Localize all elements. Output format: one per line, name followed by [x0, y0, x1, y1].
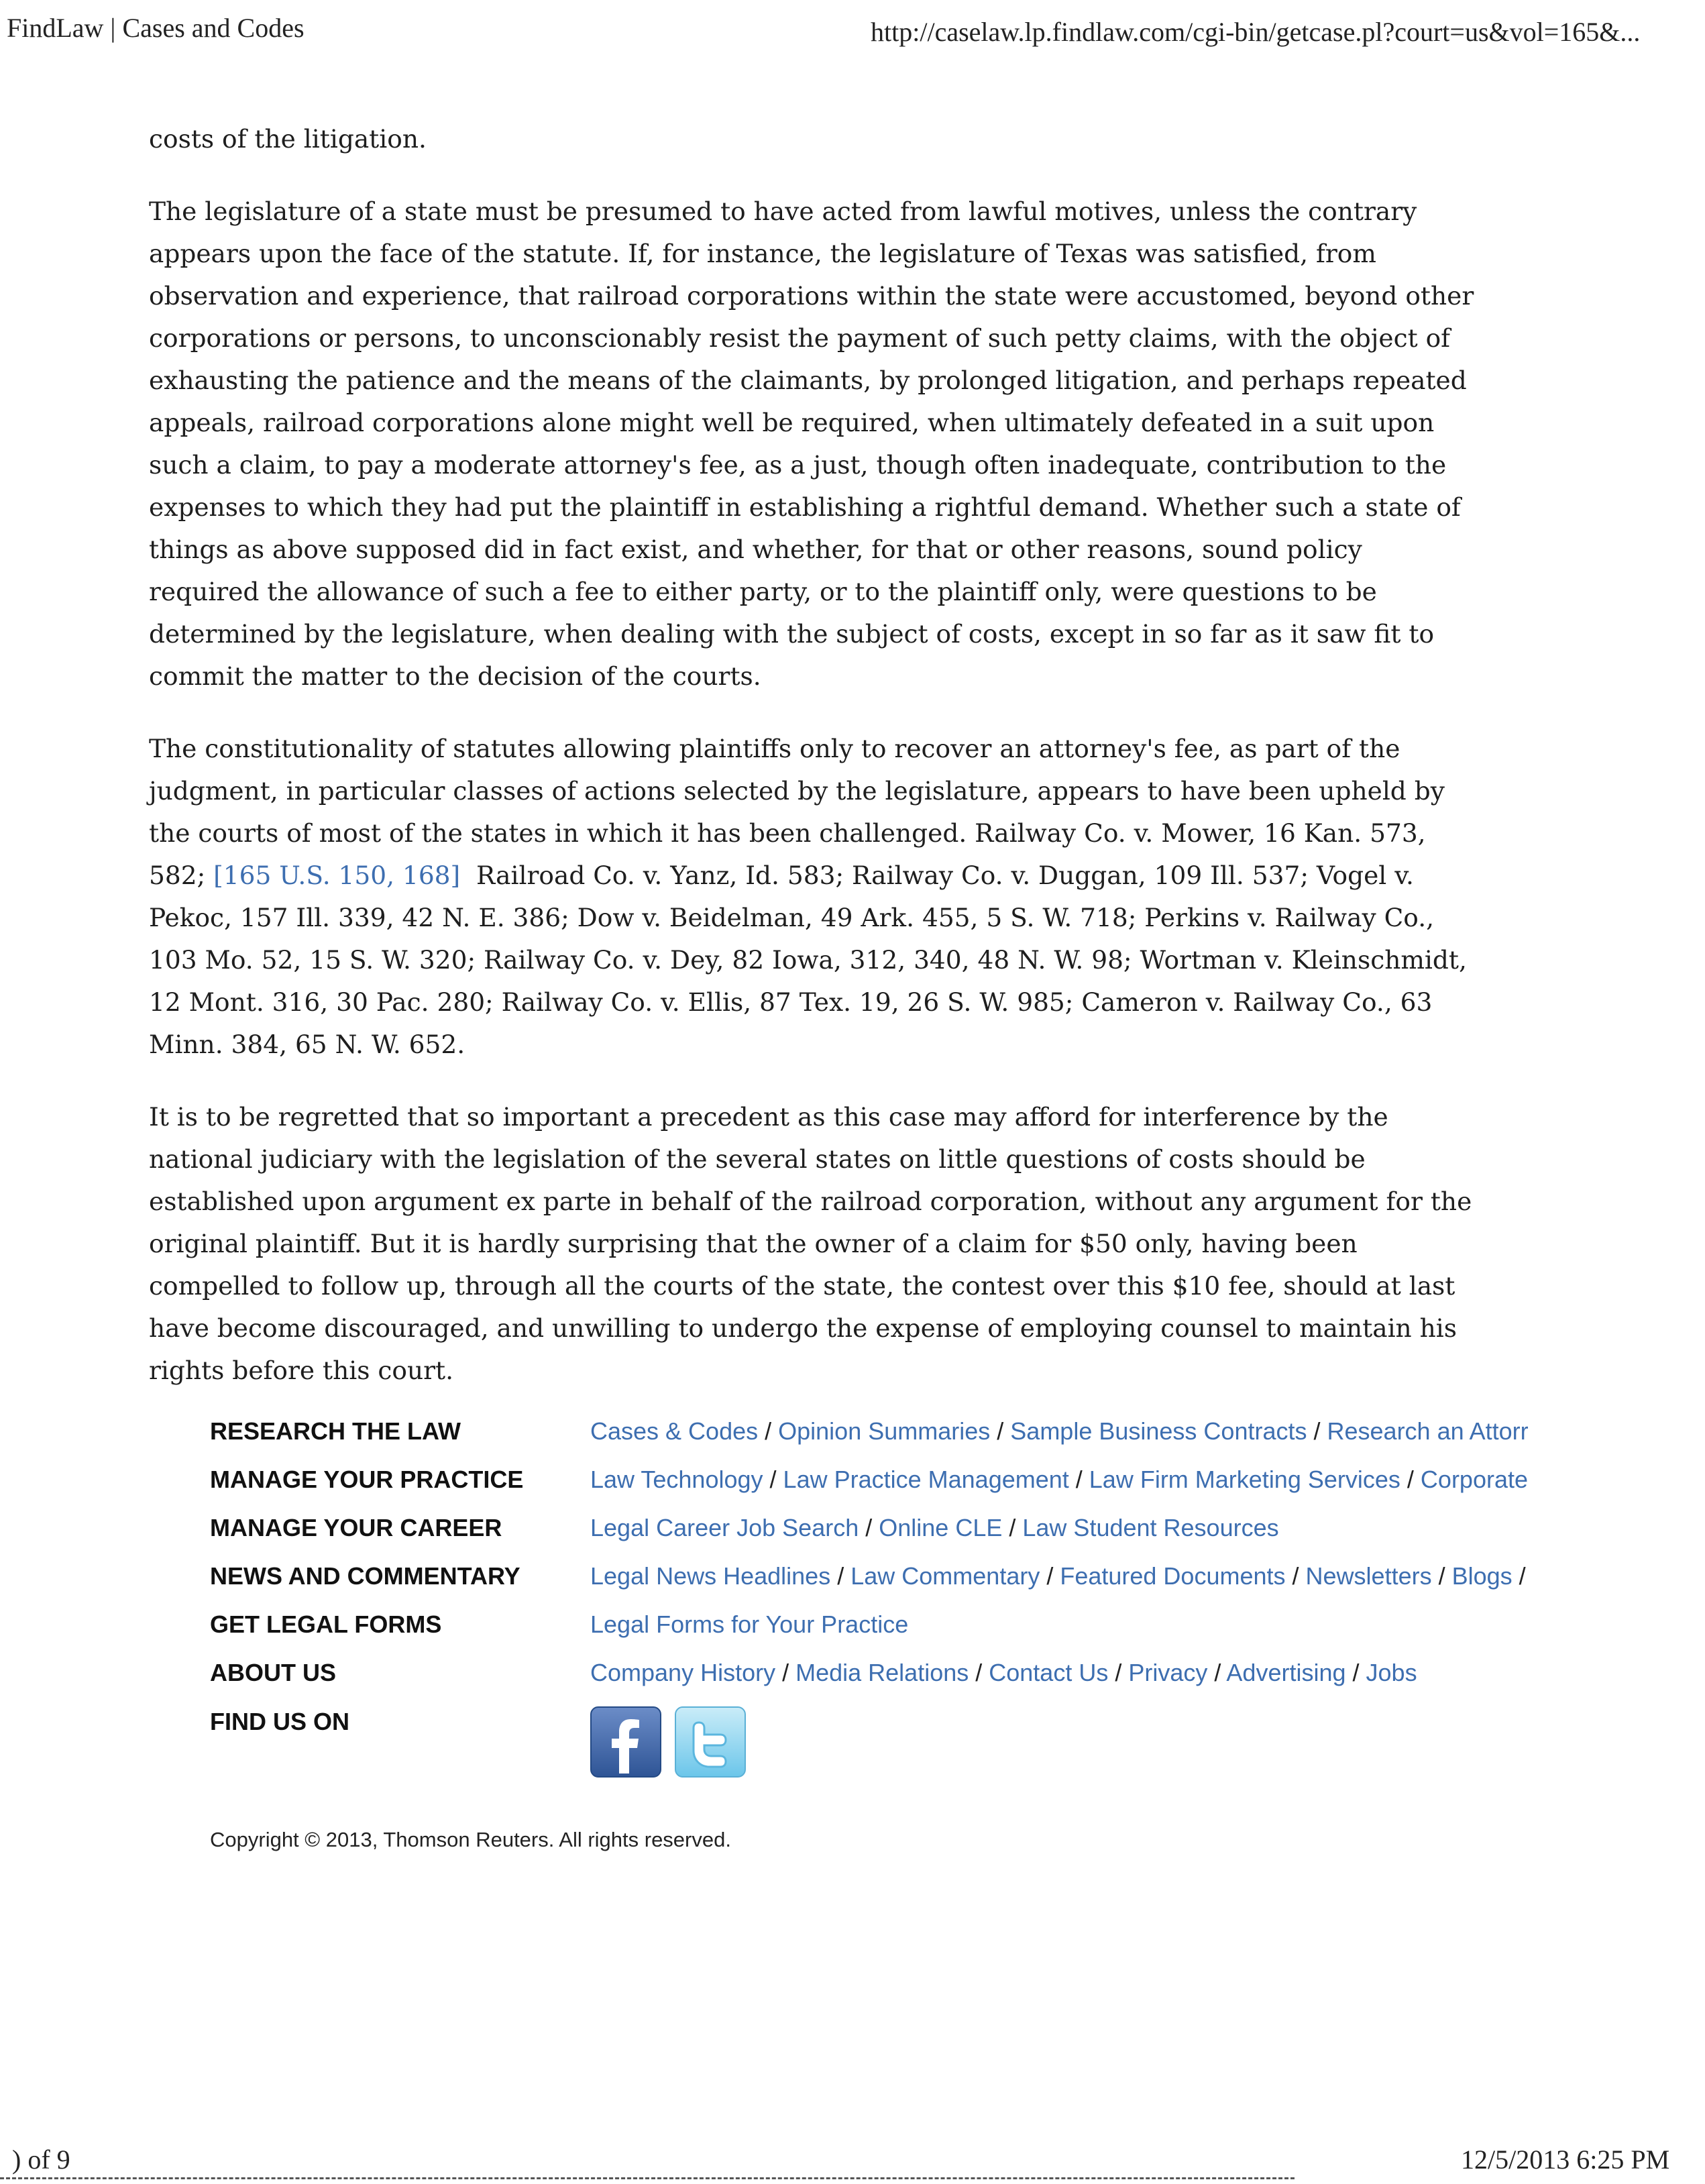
footer-category: MANAGE YOUR CAREER	[210, 1514, 502, 1541]
footer-category: GET LEGAL FORMS	[210, 1610, 442, 1638]
footer-link[interactable]: Law Student Resources	[1022, 1514, 1279, 1541]
copyright-notice: Copyright © 2013, Thomson Reuters. All rights reserved.	[210, 1828, 731, 1851]
footer-category: NEWS AND COMMENTARY	[210, 1562, 520, 1590]
link-separator: /	[1512, 1562, 1526, 1590]
footer-links	[590, 1610, 1492, 1639]
link-separator: /	[1431, 1562, 1452, 1590]
scan-edge-line	[0, 2177, 1295, 2179]
footer-row	[210, 1504, 1705, 1552]
find-us-row	[210, 1697, 1705, 1782]
site-title: FindLaw | Cases and Codes	[7, 13, 305, 43]
footer-link[interactable]: Legal News Headlines	[590, 1562, 831, 1590]
link-separator: /	[990, 1417, 1011, 1445]
social-icons	[590, 1706, 746, 1778]
page-citation-link[interactable]: [165 U.S. 150, 168]	[213, 861, 461, 890]
link-separator: /	[859, 1514, 879, 1541]
footer-link[interactable]: Law Commentary	[850, 1562, 1040, 1590]
footer-links	[590, 1466, 1529, 1494]
footer-link[interactable]: Research an Attorr	[1327, 1417, 1529, 1445]
footer-link[interactable]: Newsletters	[1305, 1562, 1432, 1590]
link-separator: /	[763, 1466, 783, 1493]
footer-link[interactable]: Law Firm Marketing Services	[1089, 1466, 1400, 1493]
footer-link[interactable]: Online CLE	[879, 1514, 1003, 1541]
link-separator: /	[1307, 1417, 1327, 1445]
footer-link[interactable]: Legal Career Job Search	[590, 1514, 859, 1541]
print-datetime: 12/5/2013 6:25 PM	[1461, 2144, 1670, 2175]
footer-link[interactable]: Jobs	[1366, 1659, 1417, 1686]
footer-link[interactable]: Featured Documents	[1060, 1562, 1286, 1590]
link-separator: /	[775, 1659, 796, 1686]
footer-links	[590, 1514, 1492, 1542]
footer-row	[210, 1407, 1705, 1456]
case-text	[149, 118, 1477, 1422]
footer-link[interactable]: Privacy	[1128, 1659, 1208, 1686]
footer-row	[210, 1600, 1705, 1649]
link-separator: /	[1400, 1466, 1421, 1493]
footer-links	[590, 1417, 1529, 1445]
page-number: ) of 9	[12, 2144, 70, 2175]
footer-links	[590, 1562, 1526, 1590]
link-separator: /	[969, 1659, 989, 1686]
footer-link[interactable]: Sample Business Contracts	[1010, 1417, 1307, 1445]
site-footer	[210, 1407, 1705, 1782]
link-separator: /	[1108, 1659, 1129, 1686]
footer-link-rows	[210, 1407, 1705, 1697]
footer-link[interactable]: Legal Forms for Your Practice	[590, 1610, 909, 1638]
footer-category: RESEARCH THE LAW	[210, 1417, 461, 1445]
footer-link[interactable]: Media Relations	[795, 1659, 969, 1686]
footer-link[interactable]: Cases & Codes	[590, 1417, 759, 1445]
footer-link[interactable]: Corporate	[1420, 1466, 1529, 1493]
paragraph-3-text-a: The constitutionality of statutes allowing plaintiffs only to recover an attorney's fee, as part of the judgment, in particular classes of actions selected by the legislature, appears to have been upheld by the courts of most of the states in which it has been challenged. Railway Co. v. Mower, 16 Kan. 573, 582;	[149, 734, 1445, 890]
page-url: http://caselaw.lp.findlaw.com/cgi-bin/getcase.pl?court=us&vol=165&...	[871, 17, 1641, 47]
footer-link[interactable]: Company History	[590, 1659, 776, 1686]
link-separator: /	[758, 1417, 779, 1445]
footer-link[interactable]: Law Practice Management	[783, 1466, 1069, 1493]
footer-row	[210, 1552, 1705, 1600]
footer-category: MANAGE YOUR PRACTICE	[210, 1466, 524, 1493]
link-separator: /	[1285, 1562, 1306, 1590]
footer-link[interactable]: Law Technology	[590, 1466, 763, 1493]
footer-link[interactable]: Advertising	[1226, 1659, 1346, 1686]
footer-row	[210, 1456, 1705, 1504]
footer-category: ABOUT US	[210, 1659, 336, 1686]
paragraph-3	[149, 728, 1477, 1066]
link-separator: /	[1040, 1562, 1060, 1590]
footer-link[interactable]: Blogs	[1451, 1562, 1512, 1590]
find-us-label: FIND US ON	[210, 1708, 350, 1735]
footer-row	[210, 1649, 1705, 1697]
footer-link[interactable]: Contact Us	[989, 1659, 1109, 1686]
paragraph-2: The legislature of a state must be presumed to have acted from lawful motives, unless the contrary appears upon the face of the statute. If, for instance, the legislature of Texas was satisfied, from observation and experience, that railroad corporations within the state were accustomed, beyond other corporations or persons, to unconscionably resist the payment of such petty claims, with the object of exhausting the patience and the means of the claimants, by prolonged litigation, and perhaps repeated appeals, railroad corporations alone might well be required, when ultimately defeated in a suit upon such a claim, to pay a moderate attorney's fee, as a just, though often inadequate, contribution to the expenses to which they had put the plaintiff in establishing a rightful demand. Whether such a state of things as above supposed did in fact exist, and whether, for that or other reasons, sound policy required the allowance of such a fee to either party, or to the plaintiff only, were questions to be determined by the legislature, when dealing with the subject of costs, except in so far as it saw fit to commit the matter to the decision of the courts.	[149, 197, 1474, 691]
link-separator: /	[1002, 1514, 1023, 1541]
paragraph-3-text-b: Railroad Co. v. Yanz, Id. 583; Railway Co. v. Duggan, 109 Ill. 537; Vogel v. Pekoc, 157 Ill. 339, 42 N. E. 386; Dow v. Beidelman, 49 Ark. 455, 5 S. W. 718; Perkins v. Railway Co., 103 Mo. 52, 15 S. W. 320; Railway Co. v. Dey, 82 Iowa, 312, 340, 48 N. W. 98; Wortman v. Kleinschmidt, 12 Mont. 316, 30 Pac. 280; Railway Co. v. Ellis, 87 Tex. 19, 26 S. W. 985; Cameron v. Railway Co., 63 Minn. 384, 65 N. W. 652.	[149, 861, 1467, 1059]
print-header	[0, 12, 1705, 52]
link-separator: /	[1345, 1659, 1366, 1686]
footer-link[interactable]: Opinion Summaries	[778, 1417, 991, 1445]
link-separator: /	[1068, 1466, 1089, 1493]
paragraph-1: costs of the litigation.	[149, 124, 427, 154]
twitter-icon[interactable]	[675, 1706, 746, 1778]
link-separator: /	[1207, 1659, 1227, 1686]
link-separator: /	[830, 1562, 851, 1590]
paragraph-4: It is to be regretted that so important a precedent as this case may afford for interference by the national judiciary with the legislation of the several states on little questions of costs should be established upon argument ex parte in behalf of the railroad corporation, without any argument for the original plaintiff. But it is hardly surprising that the owner of a claim for $50 only, having been compelled to follow up, through all the courts of the state, the contest over this $10 fee, should at last have become discouraged, and unwilling to undergo the expense of employing counsel to maintain his rights before this court.	[149, 1102, 1472, 1385]
facebook-icon[interactable]	[590, 1706, 661, 1778]
footer-links	[590, 1659, 1492, 1687]
